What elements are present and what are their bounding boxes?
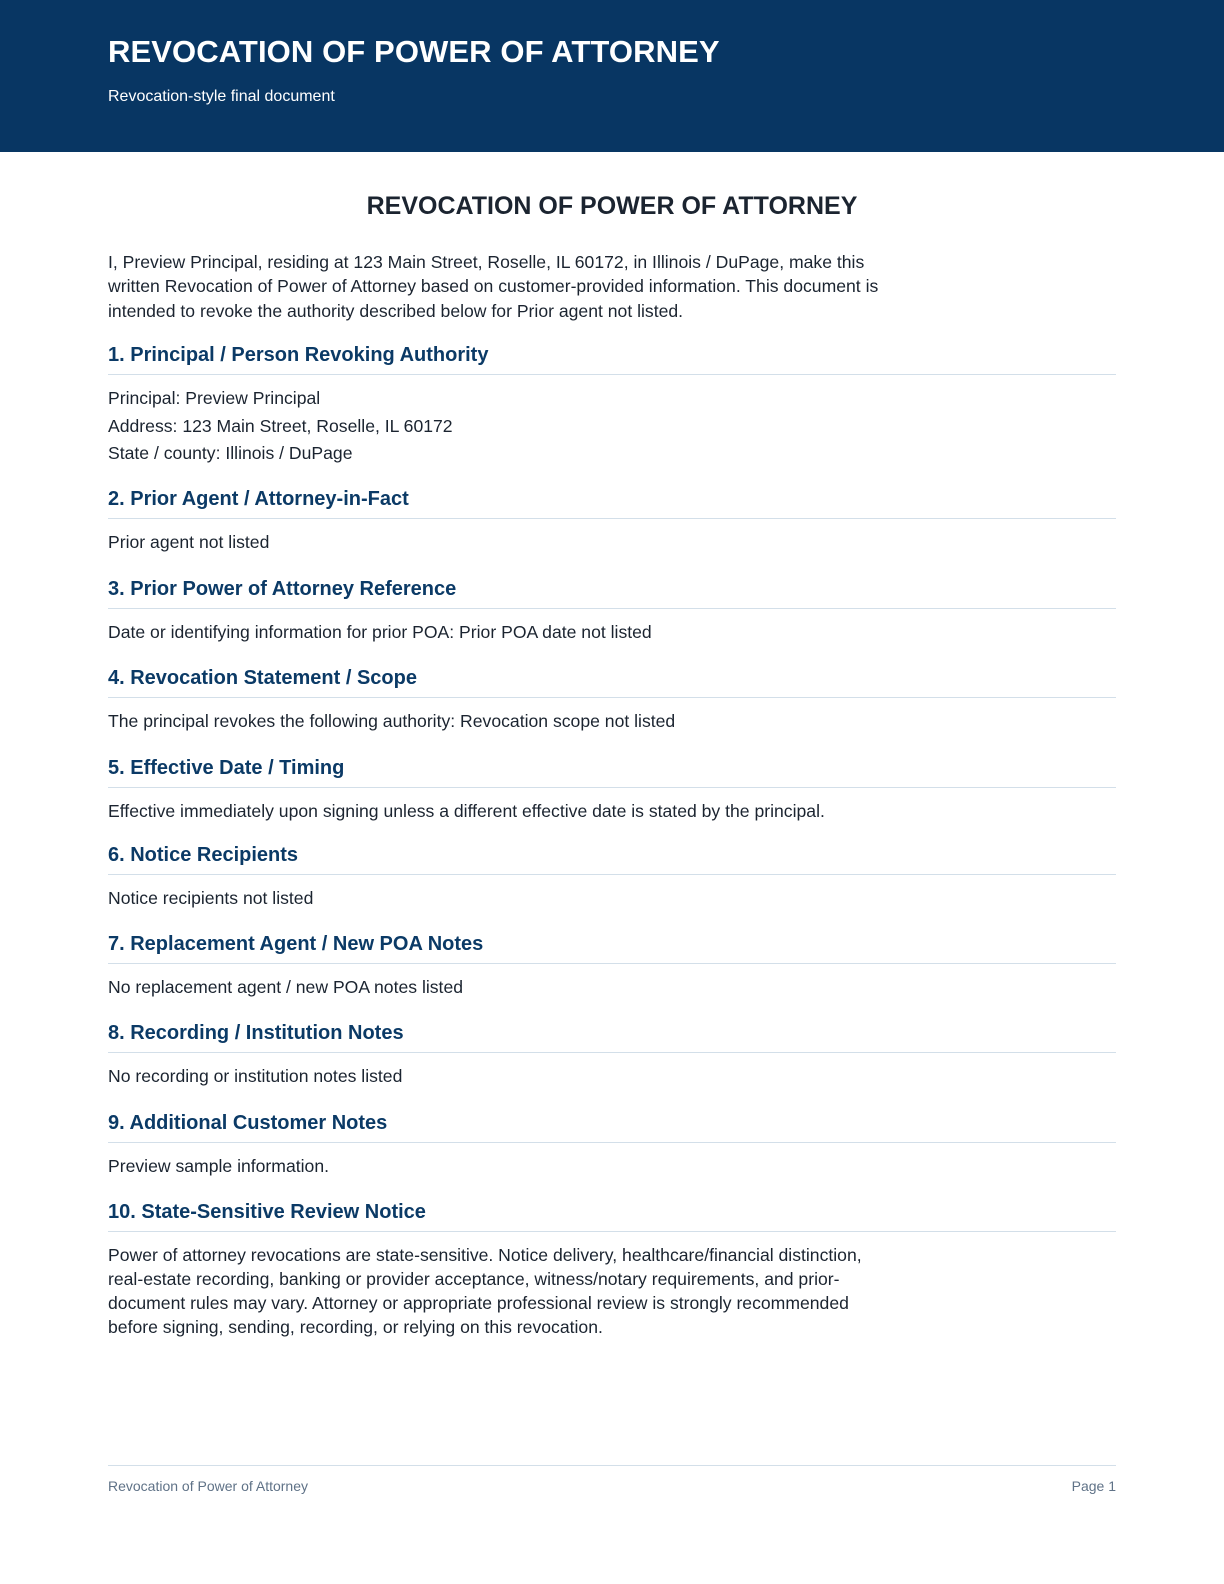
section-heading: 9. Additional Customer Notes: [108, 1110, 1116, 1143]
section-prior-agent: [108, 486, 1116, 556]
section-recording-notes: [108, 1020, 1116, 1090]
section-revocation-scope: [108, 665, 1116, 735]
section-principal: [108, 342, 1116, 467]
prior-poa-reference-value: Date or identifying information for prior POA: Prior POA date not listed: [108, 621, 652, 642]
section-prior-poa-reference: [108, 576, 1116, 646]
replacement-agent-value: No replacement agent / new POA notes listed: [108, 977, 464, 998]
effective-date-text: Effective immediately upon signing unless a different effective date is stated by the principal.: [108, 800, 825, 821]
document-body: [108, 190, 1116, 1339]
section-heading: 4. Revocation Statement / Scope: [108, 665, 1116, 698]
additional-notes-value: Preview sample information.: [108, 1155, 329, 1176]
section-review-notice: [108, 1199, 1116, 1339]
section-heading: 2. Prior Agent / Attorney-in-Fact: [108, 486, 1116, 519]
section-notice-recipients: [108, 842, 1116, 912]
prior-agent-value: Prior agent not listed: [108, 532, 270, 553]
section-heading: 7. Replacement Agent / New POA Notes: [108, 931, 1116, 964]
revocation-scope-value: The principal revokes the following authority: Revocation scope not listed: [108, 711, 676, 732]
section-heading: 8. Recording / Institution Notes: [108, 1020, 1116, 1053]
review-notice-text: Power of attorney revocations are state-sensitive. Notice delivery, healthcare/financial distinction, real-estate recording, banking or provider acceptance, witness/notary requirements, and prior-document rules may vary. Attorney or appropriate professional review is strongly recommended before signing, sending, recording, or relying on this revocation.: [108, 1245, 862, 1338]
principal-name: Principal: Preview Principal: [108, 388, 321, 409]
notice-recipients-value: Notice recipients not listed: [108, 887, 314, 908]
section-heading: 1. Principal / Person Revoking Authority: [108, 342, 1116, 375]
section-heading: 6. Notice Recipients: [108, 842, 1116, 875]
section-additional-notes: [108, 1110, 1116, 1180]
recording-notes-value: No recording or institution notes listed: [108, 1066, 403, 1087]
section-heading: 3. Prior Power of Attorney Reference: [108, 576, 1116, 609]
banner-subtitle: Revocation-style final document: [108, 88, 335, 105]
principal-state-county: State / county: Illinois / DuPage: [108, 443, 353, 464]
section-effective-date: [108, 755, 1116, 823]
banner-title: REVOCATION OF POWER OF ATTORNEY: [108, 34, 720, 69]
document-title: REVOCATION OF POWER OF ATTORNEY: [366, 192, 858, 220]
header-banner: [0, 0, 1224, 152]
section-replacement-agent: [108, 931, 1116, 1001]
footer-document-name: Revocation of Power of Attorney: [108, 1478, 308, 1494]
section-heading: 10. State-Sensitive Review Notice: [108, 1199, 1116, 1232]
section-heading: 5. Effective Date / Timing: [108, 755, 1116, 788]
page-number: Page 1: [1071, 1478, 1116, 1494]
principal-address: Address: 123 Main Street, Roselle, IL 60172: [108, 415, 453, 436]
page-footer: [108, 1465, 1116, 1494]
intro-paragraph: I, Preview Principal, residing at 123 Main Street, Roselle, IL 60172, in Illinois / DuPage, make this written Revocation of Power of Attorney based on customer-provided information. This document is intended to revoke the authority described below for Prior agent not listed.: [108, 252, 879, 321]
